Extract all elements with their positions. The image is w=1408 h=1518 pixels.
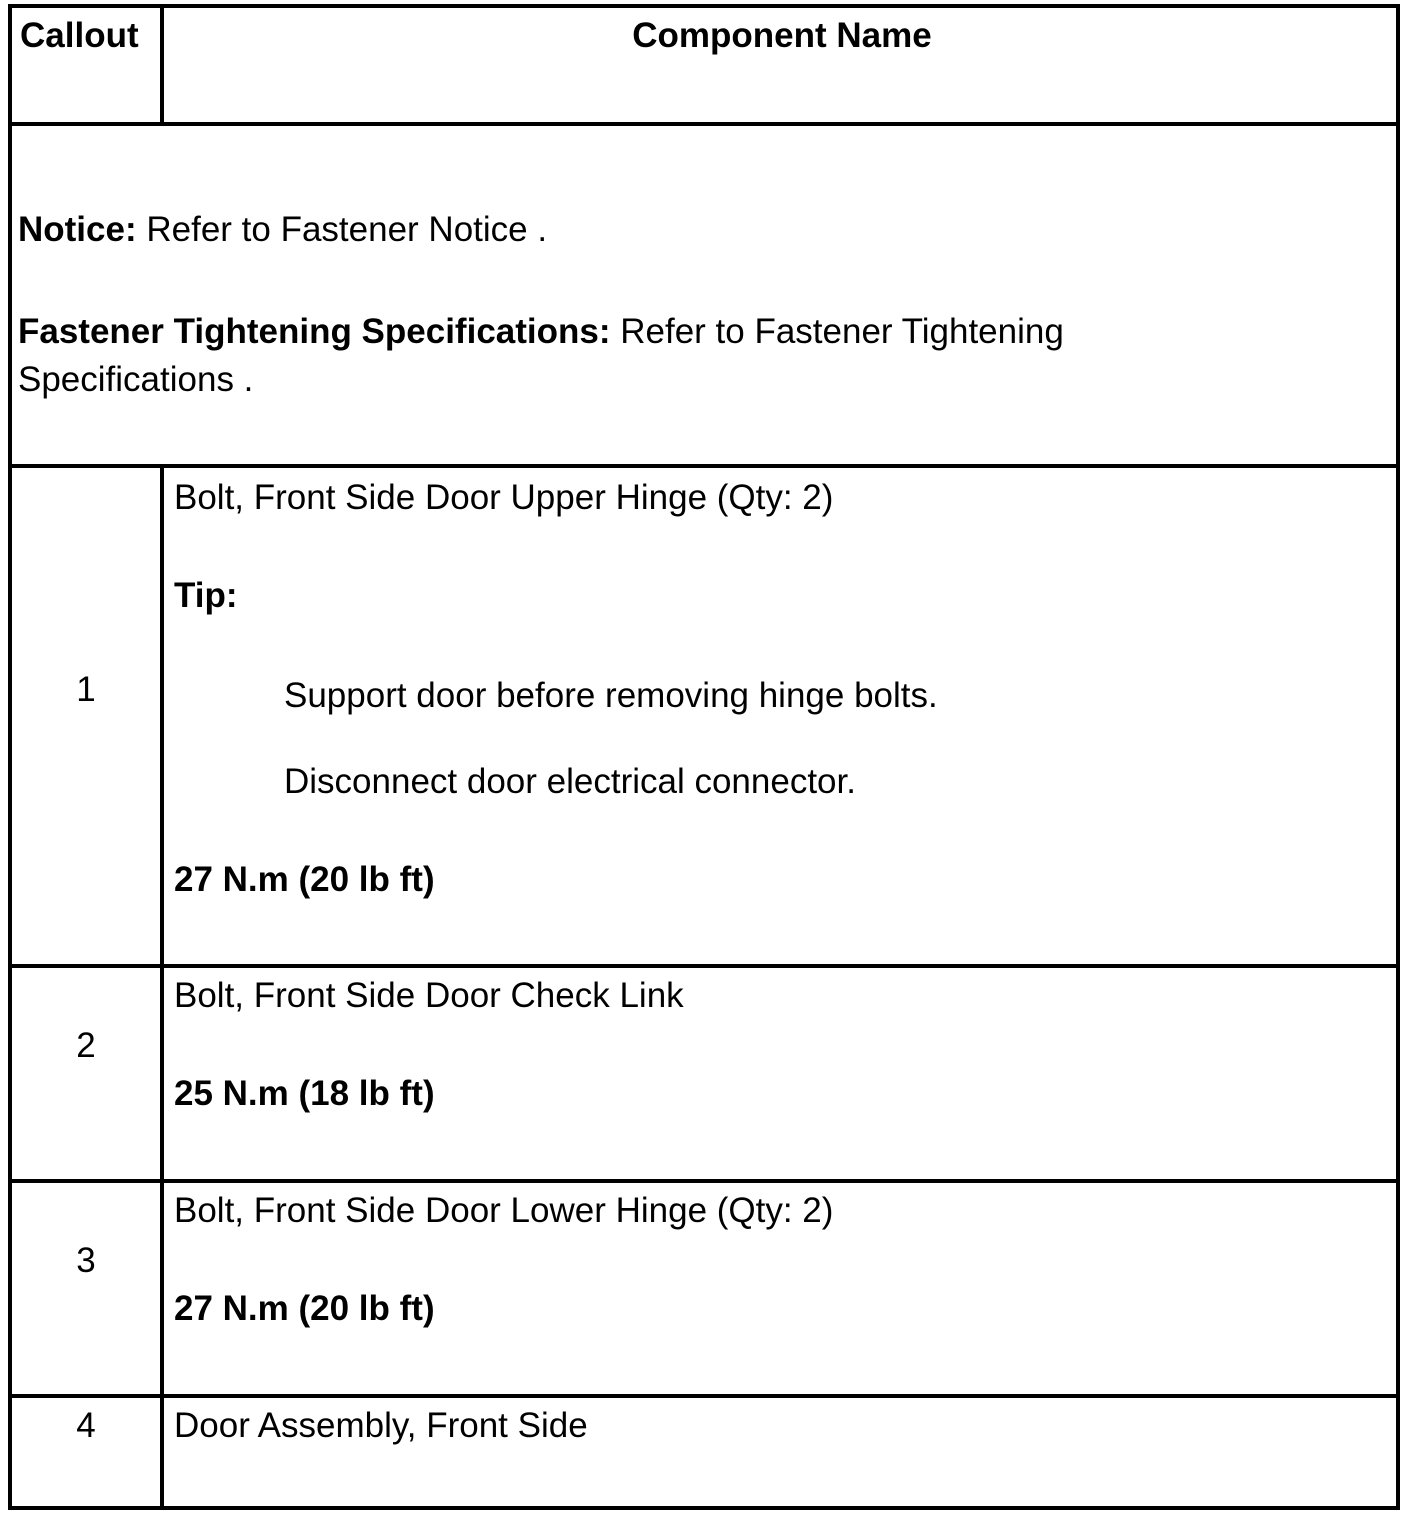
- component-name: Door Assembly, Front Side: [174, 1406, 588, 1445]
- callout-number: 3: [76, 1241, 96, 1280]
- column-divider: [160, 1398, 164, 1506]
- notice-row: [12, 126, 1396, 468]
- tip-item: Support door before removing hinge bolts.: [284, 676, 938, 715]
- callout-number: 4: [76, 1406, 96, 1445]
- table-row: [12, 1183, 1396, 1398]
- spec-line-2: Specifications .: [18, 360, 254, 399]
- component-name: Bolt, Front Side Door Upper Hinge (Qty: 2): [174, 478, 834, 517]
- component-table: [8, 4, 1400, 1510]
- notice-line: [18, 210, 547, 250]
- callout-number: 1: [76, 670, 96, 709]
- component-name: Bolt, Front Side Door Check Link: [174, 976, 684, 1015]
- callout-header: Callout: [20, 16, 139, 55]
- column-divider: [160, 968, 164, 1179]
- spec-text: Refer to Fastener Tightening: [610, 312, 1064, 351]
- torque-spec: 27 N.m (20 lb ft): [174, 1289, 435, 1328]
- tip-item: Disconnect door electrical connector.: [284, 762, 856, 801]
- spec-line: [18, 312, 1064, 352]
- torque-spec: 25 N.m (18 lb ft): [174, 1074, 435, 1113]
- torque-spec: 27 N.m (20 lb ft): [174, 860, 435, 899]
- tip-label: Tip:: [174, 576, 238, 615]
- column-divider: [160, 1183, 164, 1394]
- table-row: [12, 468, 1396, 968]
- component-name-header: Component Name: [632, 16, 932, 55]
- component-name: Bolt, Front Side Door Lower Hinge (Qty: 2): [174, 1191, 834, 1230]
- table-row: [12, 968, 1396, 1183]
- column-divider: [160, 468, 164, 964]
- table-row: [12, 1398, 1396, 1506]
- table-header-row: [12, 8, 1396, 126]
- callout-number: 2: [76, 1026, 96, 1065]
- notice-text: Refer to Fastener Notice .: [136, 210, 548, 249]
- notice-label: Notice:: [18, 210, 137, 249]
- spec-label: Fastener Tightening Specifications:: [18, 312, 611, 351]
